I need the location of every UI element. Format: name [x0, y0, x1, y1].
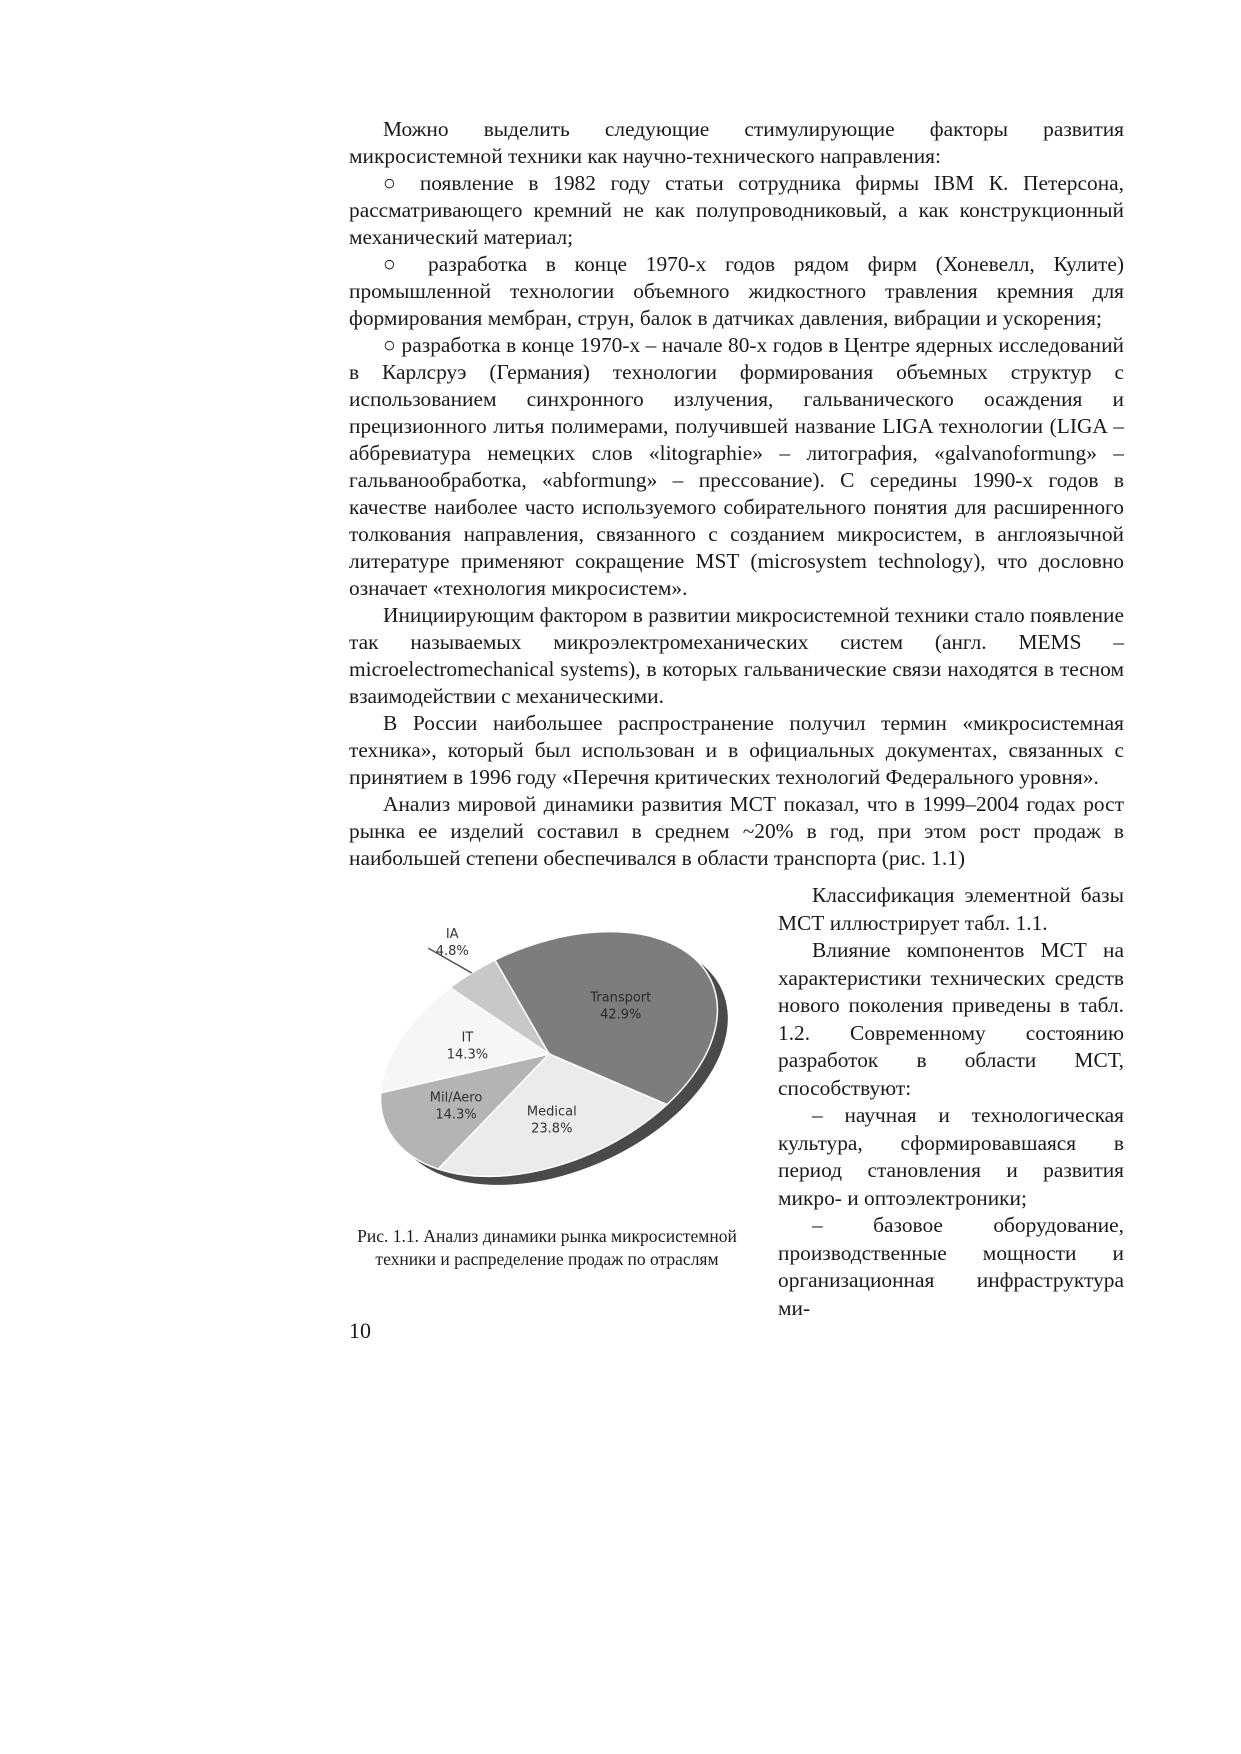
list-item: ○ появление в 1982 году статьи сотрудника фирмы IBM К. Петерсона, рассматривающего кремний не как полупроводниковый, а как конструкционный механический материал; — [349, 171, 1124, 249]
slice-label: IT — [461, 1030, 474, 1046]
main-text — [349, 116, 1124, 872]
caption-line: техники и распределение продаж по отраслям — [375, 1249, 719, 1269]
figure-and-text-row — [349, 882, 1124, 1320]
paragraph: В России наибольшее распространение получил термин «микросистемная техника», который был использован и в официальных документах, связанных с принятием в 1996 году «Перечня критических технологий Федерального уровня». — [349, 711, 1124, 789]
slice-value-label: 42.9% — [600, 1007, 642, 1023]
paragraph: Анализ мировой динамики развития МСТ показал, что в 1999–2004 годах рост рынка ее изделий составил в среднем ~20% в год, при этом рост продаж в наибольшей степени обеспечивался в области транспорта (рис. 1.1) — [349, 792, 1124, 870]
slice-label: Mil/Aero — [429, 1090, 483, 1106]
slice-label: IA — [445, 927, 459, 943]
list-item: ○ разработка в конце 1970-х – начале 80-х годов в Центре ядерных исследований в Карлсруэ (Германия) технологии формирования объемных структур с использованием синхронного излучения, гальванического осаждения и прецизионного литья полимерами, получившей название LIGA технологии (LIGA – аббревиатура немецких слов «litographie» – литография, «galvanoformung» – гальванообработка, «abformung» – прессование). С середины 1990-х годов в качестве наиболее часто используемого собирательного понятия для расширенного толкования направления, связанного с созданием микросистем, в англоязычной литературе применяют сокращение MST (microsystem technology), что дословно означает «технология микросистем». — [349, 333, 1124, 600]
list-item: ○ разработка в конце 1970-х годов рядом фирм (Хоневелл, Кулите) промышленной технологии объемного жидкостного травления кремния для формирования мембран, струн, балок в датчиках давления, вибрации и ускорения; — [349, 252, 1124, 330]
slice-value-label: 14.3% — [435, 1107, 477, 1123]
list-item: – базовое оборудование, производственные мощности и организационная инфраструктура ми- — [778, 1213, 1124, 1320]
slice-label: Transport — [590, 990, 652, 1006]
figure-caption — [349, 1225, 745, 1271]
slice-value-label: 4.8% — [435, 944, 469, 960]
page-number: 10 — [349, 1318, 371, 1343]
paragraph: Влияние компонентов МСТ на характеристики технических средств нового поколения приведены в табл. 1.2. Современному состоянию разработок в области МСТ, способствуют: — [778, 938, 1124, 1100]
figure-1-1 — [349, 894, 745, 1271]
list-item: – научная и технологическая культура, сформировавшаяся в период становления и развития микро- и оптоэлектроники; — [778, 1103, 1124, 1210]
slice-label: Medical — [526, 1104, 577, 1120]
slice-value-label: 23.8% — [531, 1121, 573, 1137]
paragraph: Инициирующим фактором в развитии микросистемной техники стало появление так называемых микроэлектромеханических систем (англ. MEMS – microelectromechanical systems), в которых гальванические связи находятся в тесном взаимодействии с механическими. — [349, 603, 1124, 708]
slice-value-label: 14.3% — [446, 1047, 489, 1063]
right-column-text — [778, 882, 1124, 1322]
pie-chart — [349, 894, 745, 1214]
paragraph: Можно выделить следующие стимулирующие факторы развития микросистемной техники как научно-технического направления: — [349, 117, 1124, 168]
paragraph: Классификация элементной базы МСТ иллюстрирует табл. 1.1. — [778, 883, 1124, 935]
caption-line: Рис. 1.1. Анализ динамики рынка микросистемной — [357, 1226, 737, 1246]
